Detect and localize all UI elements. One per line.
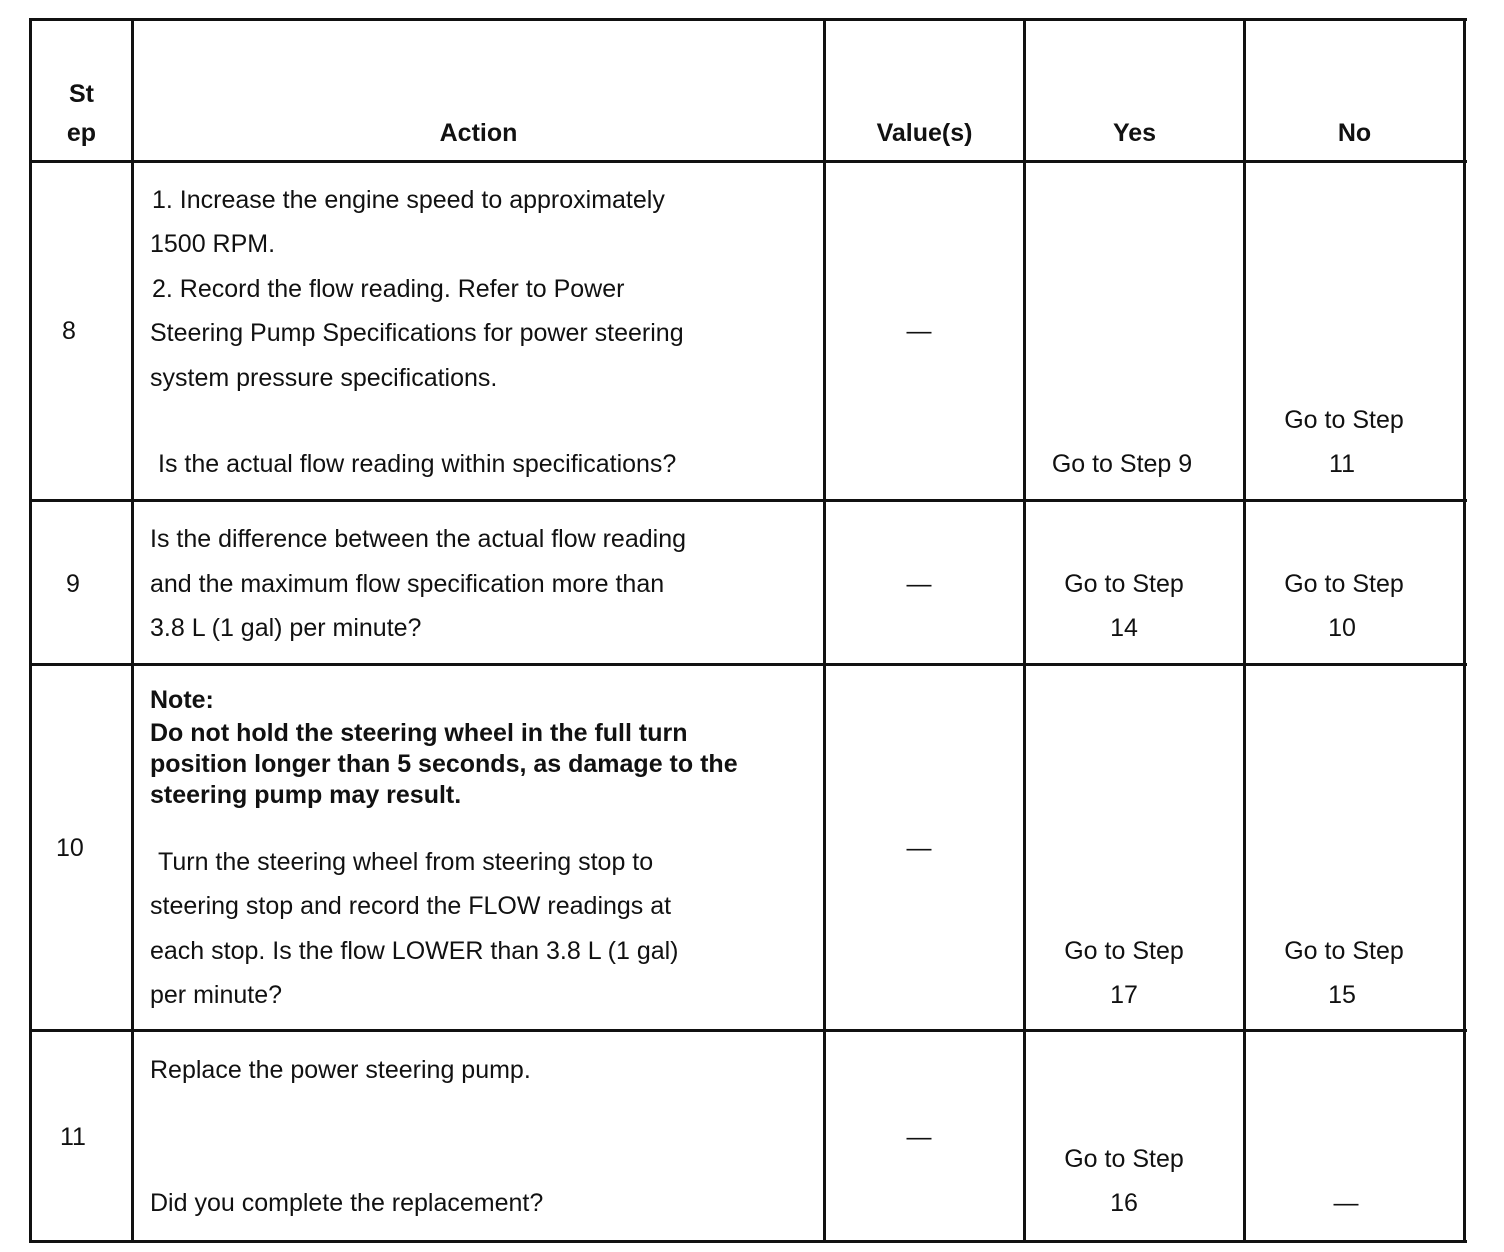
column-divider	[131, 18, 134, 1243]
header-values: Value(s)	[876, 119, 973, 147]
yes-outcome: Go to Step 9	[1051, 450, 1193, 478]
yes-outcome: Go to Step	[1064, 937, 1184, 965]
no-outcome: Go to Step	[1284, 570, 1404, 598]
row-divider	[29, 1029, 1467, 1032]
yes-outcome: 16	[1110, 1189, 1138, 1217]
action-line: Is the difference between the actual flow reading	[150, 525, 686, 553]
yes-outcome: Go to Step	[1064, 570, 1184, 598]
action-line: Steering Pump Specifications for power steering	[150, 319, 684, 347]
header-yes: Yes	[1112, 119, 1157, 147]
note-text: steering pump may result.	[150, 781, 462, 809]
step-number: 8	[62, 317, 76, 345]
action-line: 1500 RPM.	[150, 230, 276, 258]
action-question: Is the actual flow reading within specifications?	[158, 450, 677, 478]
action-line: Turn the steering wheel from steering stop to	[158, 848, 654, 876]
step-number: 9	[66, 570, 80, 598]
no-outcome: 15	[1328, 981, 1356, 1009]
note-text: Do not hold the steering wheel in the full turn	[150, 719, 688, 747]
no-outcome: 10	[1328, 614, 1356, 642]
action-question: Did you complete the replacement?	[150, 1189, 544, 1217]
header-step-line1: St	[69, 80, 94, 108]
yes-outcome: 17	[1110, 981, 1138, 1009]
action-line: system pressure specifications.	[150, 364, 498, 392]
value-dash: —	[906, 1123, 932, 1151]
step-number: 11	[60, 1123, 86, 1151]
action-line: 2. Record the flow reading. Refer to Power	[152, 275, 625, 303]
no-outcome: 11	[1329, 450, 1355, 478]
table-border-bottom	[29, 1240, 1467, 1243]
table-border-top	[29, 18, 1467, 21]
note-text: position longer than 5 seconds, as damage to the	[150, 750, 738, 778]
column-divider	[823, 18, 826, 1243]
no-outcome: —	[1333, 1189, 1359, 1217]
action-line: Replace the power steering pump.	[150, 1056, 531, 1084]
action-line: 3.8 L (1 gal) per minute?	[150, 614, 422, 642]
header-divider	[29, 160, 1467, 163]
row-divider	[29, 499, 1467, 502]
note-label: Note:	[150, 686, 214, 714]
action-line: per minute?	[150, 981, 283, 1009]
yes-outcome: Go to Step	[1064, 1145, 1184, 1173]
table-border-right	[1463, 18, 1466, 1243]
action-line: steering stop and record the FLOW readings at	[150, 892, 672, 920]
header-no: No	[1337, 119, 1372, 147]
action-line: 1. Increase the engine speed to approximately	[152, 186, 665, 214]
header-step-line2: ep	[66, 119, 97, 147]
step-number: 10	[56, 834, 84, 862]
header-action: Action	[439, 119, 518, 147]
table-border-left	[29, 18, 32, 1243]
value-dash: —	[906, 570, 932, 598]
action-line: and the maximum flow specification more than	[150, 570, 665, 598]
yes-outcome: 14	[1110, 614, 1138, 642]
no-outcome: Go to Step	[1284, 937, 1404, 965]
row-divider	[29, 663, 1467, 666]
value-dash: —	[906, 834, 932, 862]
action-line: each stop. Is the flow LOWER than 3.8 L (1 gal)	[150, 937, 679, 965]
no-outcome: Go to Step	[1284, 406, 1404, 434]
value-dash: —	[906, 317, 932, 345]
